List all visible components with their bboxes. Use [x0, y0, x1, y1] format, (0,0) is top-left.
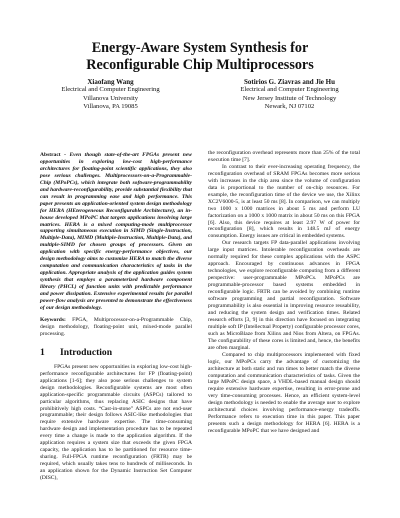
author-2-name: Sotirios G. Ziavras and Jie Hu — [243, 78, 335, 86]
author-1-dept: Electrical and Computer Engineering — [61, 86, 160, 94]
right-paragraph-2: In contrast to their ever-increasing operating frequency, the reconfiguration overhead of SRAM FPGAs becomes more serious with increases in the chip area since the volume of configuration data is proportional to the number of on-chip resources. For example, the reconfiguration time of the device we use, the Xilinx XC2V6000-5, is at least 50 ms [8]. In comparison, we can multiply two 1000 x 1000 matrices in about 5 ms and perform LU factorization on a 1000 x 1000 matrix in about 50 ms on this FPGA [6]. Also, this device requires at least 2.97 W of power for reconfiguration [8], which results in 148.5 mJ of energy consumption. Energy issues are critical in embedded systems. — [208, 163, 360, 240]
right-column — [208, 150, 360, 435]
keywords-text: FPGA, Multiprocessor-on-a-Programmable Chip, design methodology, floating-point unit, mixed-mode parallel processing. — [40, 316, 192, 337]
author-2 — [189, 78, 360, 112]
author-1-location: Villanova, PA 19085 — [83, 103, 138, 111]
left-column — [40, 152, 192, 482]
right-paragraph-3: Our research targets FP data-parallel applications involving large input matrices. Intolerable reconfiguration overheads are normally required for these complex applications with the ASPC approach. Encouraged by continuous advances in FPGA technologies, we explore reconfigurable computing from a different perspective: user-programmable MPoPCs. MPoPCs are programmable-processor based systems embedded in reconfigurable logic. FRTR can be avoided by combining runtime software programming and partial reconfiguration. Software programmability is also essential in improving resource reusability, and reducing the system design and verification times. Related research efforts [3, 9] in this direction have focused on integrating multiple soft IP (Intellectual Property) configurable processor cores, such as MicroBlaze from Xilinx and Nios from Altera, on FPGAs. The configurability of these cores is limited and, hence, the benefits are often marginal. — [208, 240, 360, 351]
abstract — [40, 152, 192, 312]
intro-paragraph-1: FPGAs present new opportunities in exploring low-cost high-performance reconfigurable architectures for FP (floating-point) applications [1-6]; they also pose serious challenges to system design methodologies. Reconfigurable systems are most often application-specific programmable circuits (ASPCs) tailored to particular algorithms, thus replacing ASIC designs that have prohibitively high costs. “Cast-in-stone” ASPCs are not end-user programmable; their design follows ASIC-like methodologies that require extensive hardware expertise. The time-consuming hardware design and implementation procedure has to be repeated every time a change is made to the application algorithm. If the application requires a system size that exceeds the given FPGA capacity, the application has to be partitioned for resource time-sharing. Full-FPGA runtime reconfiguration (FRTR) may be required, which usually takes tens to hundreds of milliseconds. In an application shown for the Dynamic Instruction Set Computer (DISC), — [40, 363, 192, 482]
author-2-dept: Electrical and Computer Engineering — [240, 86, 339, 94]
author-2-institution: New Jersey Institute of Technology — [242, 94, 337, 102]
paper-title — [0, 40, 400, 74]
abstract-lead: Abstract — [40, 152, 61, 158]
section-title: Introduction — [60, 346, 113, 358]
author-block — [40, 78, 360, 112]
keywords — [40, 317, 192, 338]
author-1-name: Xiaofang Wang — [87, 78, 134, 86]
section-number: 1 — [40, 346, 45, 358]
keywords-label: Keywords: — [40, 316, 66, 323]
author-2-location: Newark, NJ 07102 — [264, 103, 315, 111]
abstract-text: - Even though state-of-the-art FPGAs present new opportunities in exploring low-cost high-performance architectures for floating-point scientific applications, they also pose serious challenges. Multiprocessors-on-a-Programmable-Chip (MPoPCs), which integrate both software-programmability and hardware-reconfigurability, provide substantial flexibility that can result in programming ease and high performance. This paper presents an application-oriented system design methodology for HERA (HEterogeneous Reconfigurable Architecture), an in-house developed MPoPC that targets applications involving large matrices. HERA is a mixed computing-mode multiprocessor supporting simultaneous execution in SIMD (Single-Instruction, Multiple-Data), MIMD (Multiple-Instruction, Multiple-Data), and multiple-SIMD for chosen groups of processors. Given an application with specific energy-performance objectives, our design methodology aims to customize HERA to match the diverse computation and communication characteristics of tasks in the application. Appropriate analysis of the application guides system synthesis that employs a parameterized hardware component library (PHCL) of function units with predictable performance and power dissipation. Extensive experimental results for parallel power-flow analysis are presented to demonstrate the effectiveness of our design methodology. — [40, 152, 192, 311]
right-paragraph-1: the reconfiguration overhead represents more than 25% of the total execution time [7]. — [208, 150, 360, 163]
section-heading-introduction — [40, 347, 192, 359]
author-1-institution: Villanova University — [82, 94, 139, 102]
title-line-2: Reconfigurable Chip Multiprocessors — [86, 57, 314, 73]
title-line-1: Energy-Aware System Synthesis for — [91, 40, 309, 56]
author-1 — [40, 78, 189, 112]
right-paragraph-4: Compared to chip multiprocessors implemented with fixed logic, our MPoPCs carry the advantage of customizing the architecture at both static and run times to better match the diverse computation and communication characteristics of tasks. Given the large MPoPC design space, a VHDL-based manual design should require extensive hardware expertise, resulting in error-prone and very time-consuming processes. Hence, an efficient system-level design methodology is needed to enable the average user to explore architectural choices involving performance-energy tradeoffs. Performance refers to execution time in this paper. This paper presents such a design methodology for HERA [6]. HERA is a reconfigurable MPoPC that we have designed and — [208, 351, 360, 435]
